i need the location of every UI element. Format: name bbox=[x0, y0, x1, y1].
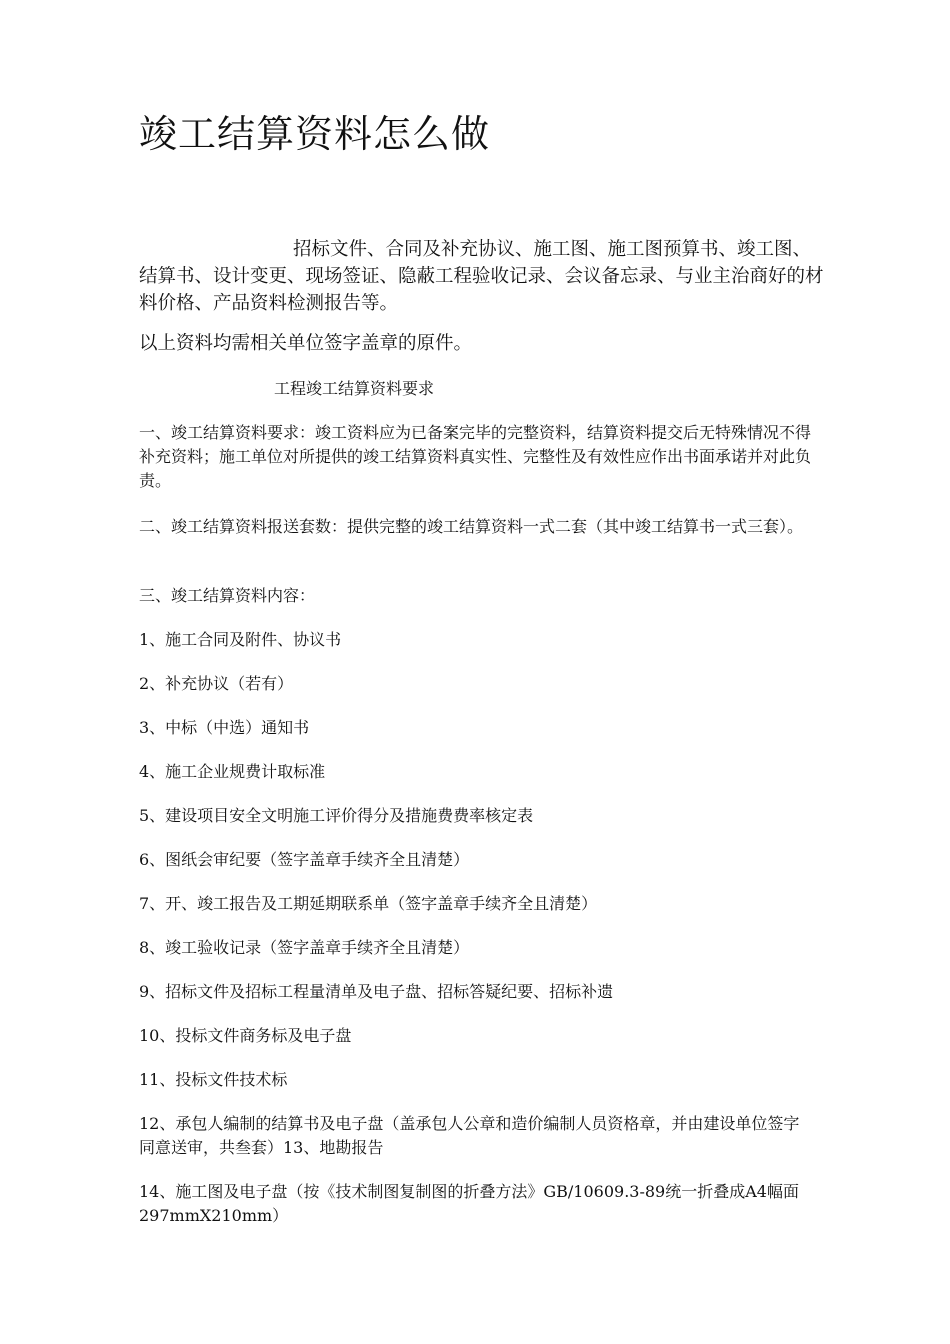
list-item: 2、补充协议（若有） bbox=[139, 674, 294, 693]
list-item: 3、中标（中选）通知书 bbox=[139, 718, 310, 737]
list-item: 10、投标文件商务标及电子盘 bbox=[139, 1026, 352, 1045]
list-item: 4、施工企业规费计取标准 bbox=[139, 762, 326, 781]
list-item: 6、图纸会审纪要（签字盖章手续齐全且清楚） bbox=[139, 850, 470, 869]
requirement-paragraph-2: 二、竣工结算资料报送套数：提供完整的竣工结算资料一式二套（其中竣工结算书一式三套）。 bbox=[139, 517, 804, 536]
section-subtitle: 工程竣工结算资料要求 bbox=[274, 379, 435, 398]
list-item: 8、竣工验收记录（签字盖章手续齐全且清楚） bbox=[139, 938, 470, 957]
intro-paragraph: 招标文件、合同及补充协议、施工图、施工图预算书、竣工图、结算书、设计变更、现场签证、隐蔽工程验收记录、会议备忘录、与业主治商好的材料价格、产品资料检测报告等。 bbox=[139, 239, 824, 314]
document-title: 竣工结算资料怎么做 bbox=[139, 112, 491, 156]
list-item: 9、招标文件及招标工程量清单及电子盘、招标答疑纪要、招标补遗 bbox=[139, 982, 614, 1001]
requirement-paragraph-3: 三、竣工结算资料内容： bbox=[139, 586, 316, 605]
list-item: 5、建设项目安全文明施工评价得分及措施费费率核定表 bbox=[139, 806, 534, 825]
list-item: 7、开、竣工报告及工期延期联系单（签字盖章手续齐全且清楚） bbox=[139, 894, 598, 913]
list-item: 12、承包人编制的结算书及电子盘（盖承包人公章和造价编制人员资格章，并由建设单位签字同意送审，共叁套）13、地勘报告 bbox=[139, 1114, 800, 1157]
list-item: 11、投标文件技术标 bbox=[139, 1070, 288, 1089]
note-paragraph: 以上资料均需相关单位签字盖章的原件。 bbox=[139, 333, 473, 354]
list-item: 1、施工合同及附件、协议书 bbox=[139, 630, 342, 649]
list-item: 14、施工图及电子盘（按《技术制图复制图的折叠方法》GB/10609.3-89统一折叠成A4幅面297mmX210mm） bbox=[139, 1182, 799, 1225]
requirement-paragraph-1: 一、竣工结算资料要求：竣工资料应为已备案完毕的完整资料，结算资料提交后无特殊情况不得补充资料；施工单位对所提供的竣工结算资料真实性、完整性及有效性应作出书面承诺并对此负责。 bbox=[139, 423, 812, 490]
